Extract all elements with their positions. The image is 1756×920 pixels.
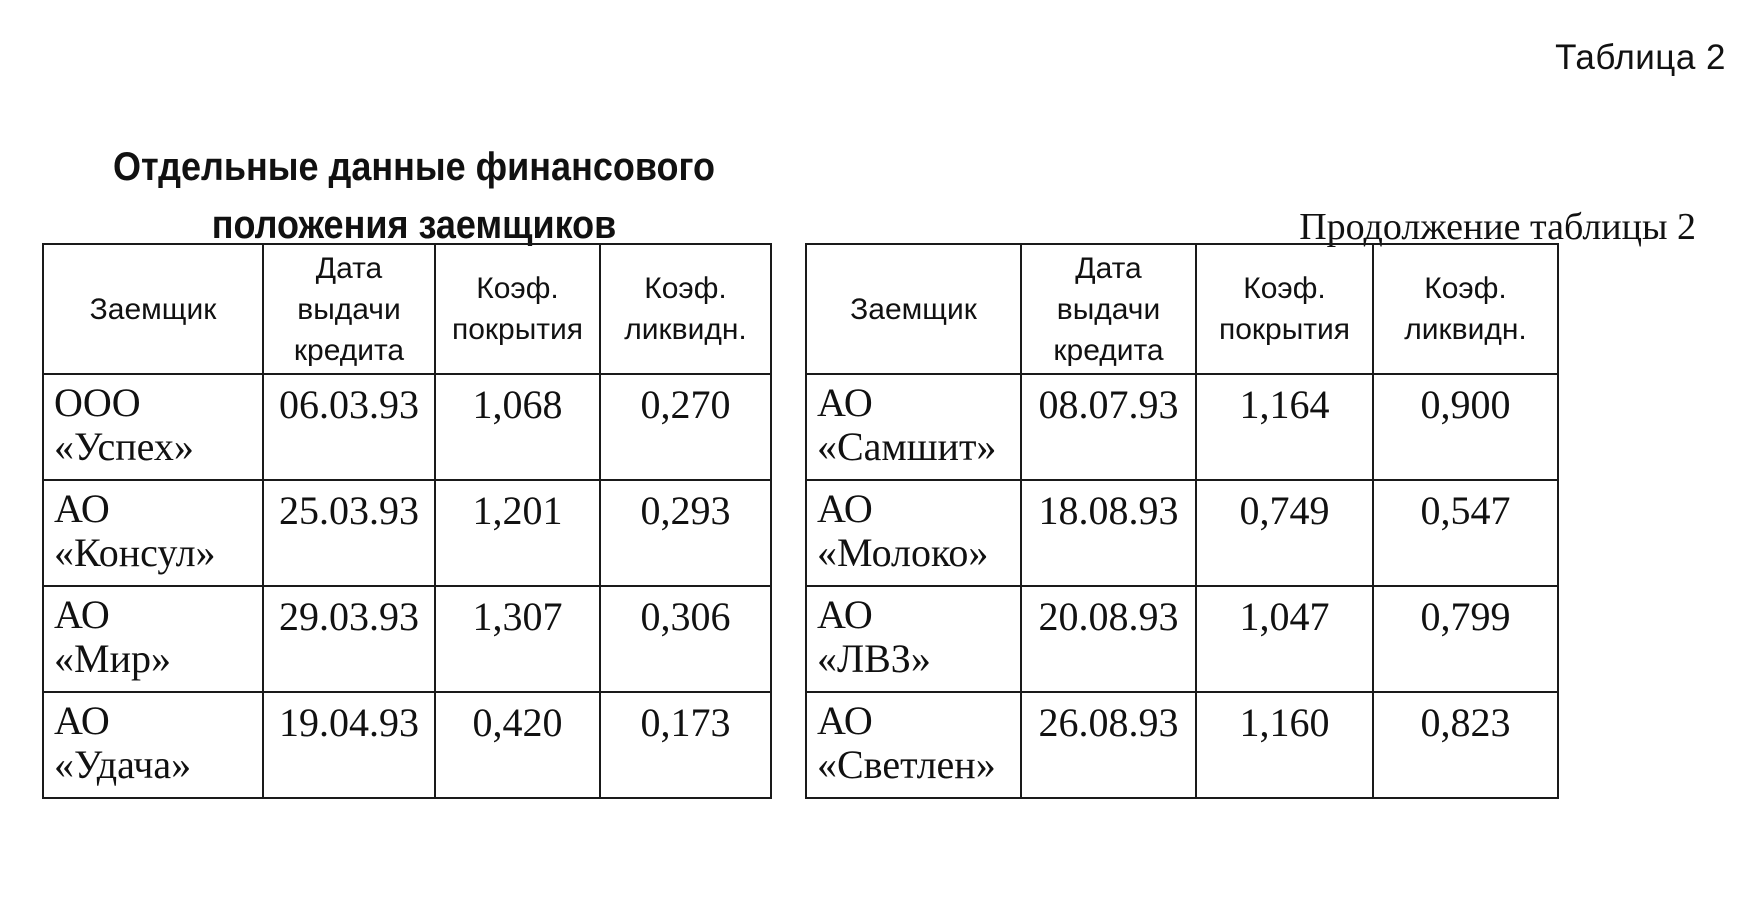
borrower-name: «Мир» (54, 636, 171, 681)
coverage-cell: 1,164 (1196, 374, 1373, 480)
header-date: Дата выдачи кредита (1021, 244, 1196, 374)
borrower-type: АО (817, 486, 873, 531)
liquidity-cell: 0,900 (1373, 374, 1558, 480)
header-borrower: Заемщик (43, 244, 263, 374)
table-header-row (806, 244, 1558, 374)
liquidity-cell: 0,270 (600, 374, 771, 480)
borrower-name: «Консул» (54, 530, 216, 575)
date-cell: 18.08.93 (1021, 480, 1196, 586)
table-header-row (43, 244, 771, 374)
coverage-cell: 0,420 (435, 692, 600, 798)
borrower-cell (806, 586, 1021, 692)
liquidity-cell: 0,293 (600, 480, 771, 586)
borrower-type: АО (817, 698, 873, 743)
borrower-type: АО (54, 486, 110, 531)
borrower-name: «Светлен» (817, 742, 996, 787)
borrowers-table-right (805, 243, 1559, 799)
table-row (806, 480, 1558, 586)
header-coverage: Коэф. покрытия (1196, 244, 1373, 374)
borrower-type: АО (817, 380, 873, 425)
page-title (90, 138, 738, 254)
date-cell: 19.04.93 (263, 692, 435, 798)
borrower-cell (43, 692, 263, 798)
coverage-cell: 1,201 (435, 480, 600, 586)
borrower-type: АО (54, 592, 110, 637)
coverage-cell: 0,749 (1196, 480, 1373, 586)
borrower-type: АО (817, 592, 873, 637)
title-line-2: положения заемщиков (211, 203, 617, 247)
borrower-name: «Молоко» (817, 530, 989, 575)
borrower-type: ООО (54, 380, 141, 425)
table-row (43, 374, 771, 480)
borrower-cell (43, 374, 263, 480)
coverage-cell: 1,160 (1196, 692, 1373, 798)
header-liquidity: Коэф. ликвидн. (1373, 244, 1558, 374)
date-cell: 06.03.93 (263, 374, 435, 480)
borrower-name: «Успех» (54, 424, 194, 469)
table-row (43, 692, 771, 798)
table-row (43, 586, 771, 692)
borrower-cell (806, 374, 1021, 480)
liquidity-cell: 0,799 (1373, 586, 1558, 692)
table-row (806, 374, 1558, 480)
borrower-name: «ЛВЗ» (817, 636, 931, 681)
header-borrower: Заемщик (806, 244, 1021, 374)
liquidity-cell: 0,547 (1373, 480, 1558, 586)
borrower-cell (43, 480, 263, 586)
date-cell: 26.08.93 (1021, 692, 1196, 798)
coverage-cell: 1,068 (435, 374, 600, 480)
table-row (43, 480, 771, 586)
title-line-1: Отдельные данные финансового (113, 145, 715, 189)
header-liquidity: Коэф. ликвидн. (600, 244, 771, 374)
date-cell: 29.03.93 (263, 586, 435, 692)
table-row (806, 586, 1558, 692)
coverage-cell: 1,307 (435, 586, 600, 692)
borrowers-table-left (42, 243, 772, 799)
liquidity-cell: 0,173 (600, 692, 771, 798)
table-number-label: Таблица 2 (1555, 38, 1726, 77)
borrower-name: «Удача» (54, 742, 192, 787)
date-cell: 08.07.93 (1021, 374, 1196, 480)
table-row (806, 692, 1558, 798)
borrower-type: АО (54, 698, 110, 743)
borrower-cell (43, 586, 263, 692)
header-coverage: Коэф. покрытия (435, 244, 600, 374)
continuation-label: Продолжение таблицы 2 (1299, 206, 1696, 248)
date-cell: 20.08.93 (1021, 586, 1196, 692)
coverage-cell: 1,047 (1196, 586, 1373, 692)
liquidity-cell: 0,306 (600, 586, 771, 692)
liquidity-cell: 0,823 (1373, 692, 1558, 798)
borrower-cell (806, 692, 1021, 798)
borrower-name: «Самшит» (817, 424, 997, 469)
header-date: Дата выдачи кредита (263, 244, 435, 374)
borrower-cell (806, 480, 1021, 586)
date-cell: 25.03.93 (263, 480, 435, 586)
